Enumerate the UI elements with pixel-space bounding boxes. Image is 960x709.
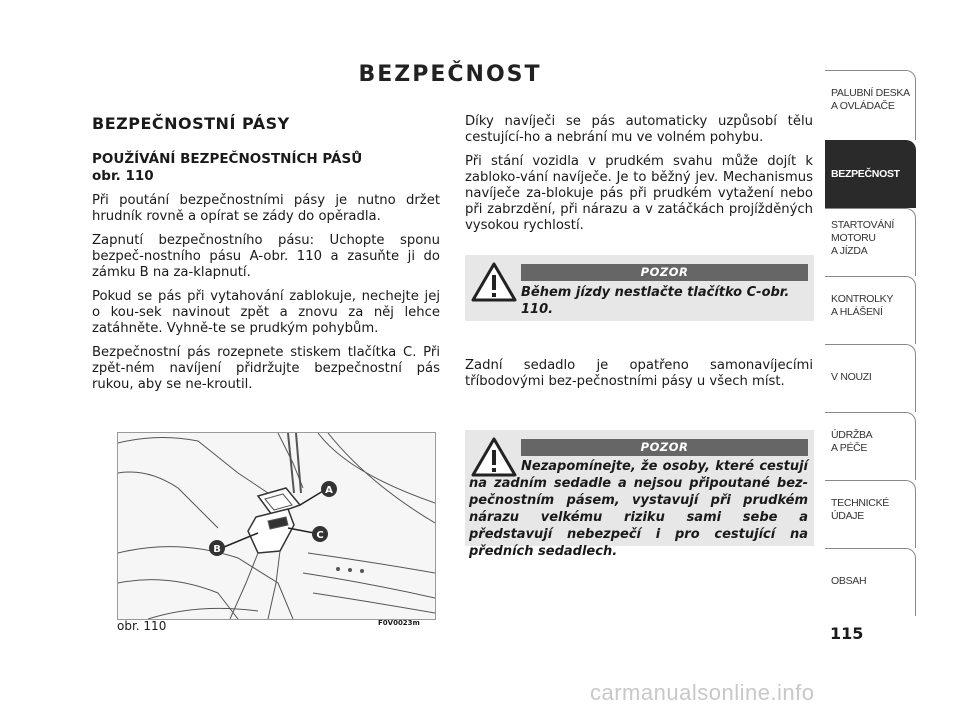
sub-heading	[92, 151, 440, 185]
tab-obsah[interactable]	[825, 548, 916, 616]
paragraph: Zadní sedadlo je opatřeno samonavíjecími tříbodovými bez-pečnostními pásy u všech míst.	[465, 358, 813, 389]
tab-label: ÚDRŽBA A PÉČE	[831, 429, 873, 454]
warning-text: Během jízdy nestlačte tlačítko C-obr. 110.	[521, 285, 790, 317]
tab-label: STARTOVÁNÍ MOTORU A JÍZDA	[831, 219, 894, 257]
paragraph: Při stání vozidla v prudkém svahu může dojít k zabloko-vání navíječe. Je to běžný jev. Mechanismus navíječe za-blokuje pás při prudkém vytažení nebo při zabrzdění, při nárazu a v zatáčkách projížděných vysokou rychlostí.	[465, 154, 813, 233]
paragraph: Bezpečnostní pás rozepnete stiskem tlačítka C. Při zpět-ném navíjení přidržujte bezpečnostní pás rukou, aby se ne-kroutil.	[92, 345, 440, 392]
label-a: A	[325, 485, 333, 496]
left-column	[92, 116, 440, 401]
paragraph: Pokud se pás při vytahování zablokuje, nechejte jej o kou-sek navinout zpět a znovu za něj lehce zatáhněte. Vyhně-te se prudkým pohybům.	[92, 289, 440, 336]
label-b-marker	[209, 540, 225, 556]
paragraph: Zapnutí bezpečnostního pásu: Uchopte sponu bezpeč-nostního pásu A-obr. 110 a zasuňte ji do zámku B na za-klapnutí.	[92, 233, 440, 280]
sub-heading-title: POUŽÍVÁNÍ BEZPEČNOSTNÍCH PÁSŮ	[92, 151, 363, 167]
warning-box	[465, 430, 814, 559]
warning-text: Nezapomínejte, že osoby, které cestují na zadním sedadle a nejsou připoutané bez-pečnostním pásem, vystavují při prudkém nárazu velkému riziku sami sebe a představují nebezpečí i pro cestující na předních sedadlech.	[469, 459, 808, 559]
label-a-marker	[321, 481, 337, 497]
warning-badge: POZOR	[521, 439, 808, 456]
middle-text	[465, 358, 813, 398]
tab-bezpecnost[interactable]	[825, 140, 916, 208]
watermark: carmanualsonline.info	[590, 680, 815, 705]
seatbelt-illustration	[117, 432, 436, 620]
tab-label: TECHNICKÉ ÚDAJE	[831, 497, 889, 522]
tab-label: BEZPEČNOST	[831, 168, 900, 180]
tab-v-nouzi[interactable]	[825, 344, 916, 412]
sub-heading-figure-ref: obr. 110	[92, 168, 154, 184]
figure-code: F0V0023m	[378, 619, 420, 627]
label-c-marker	[312, 526, 328, 542]
paragraph: Díky navíječi se pás automaticky uzpůsobí tělu cestující-ho a nebrání mu ve volném pohybu.	[465, 114, 813, 145]
label-b: B	[213, 544, 221, 555]
tab-label: OBSAH	[831, 575, 867, 587]
tab-label: V NOUZI	[831, 371, 872, 383]
page-title: BEZPEČNOST	[358, 62, 542, 87]
warning-box	[465, 255, 814, 321]
figure-caption: obr. 110	[117, 619, 167, 633]
label-c: C	[316, 530, 324, 541]
paragraph: Při poutání bezpečnostními pásy je nutno držet hrudník rovně a opírat se zády do opěradla.	[92, 193, 440, 224]
tab-startovani[interactable]	[825, 208, 916, 276]
seatbelt-drawing	[118, 433, 435, 619]
warning-triangle-icon	[470, 261, 518, 303]
tab-kontrolky[interactable]	[825, 276, 916, 344]
right-column	[465, 114, 813, 242]
tab-label: KONTROLKY A HLÁŠENÍ	[831, 293, 894, 318]
section-heading: BEZPEČNOSTNÍ PÁSY	[92, 114, 290, 133]
tab-technicke-udaje[interactable]	[825, 480, 916, 548]
warning-badge: POZOR	[521, 264, 808, 281]
page-number: 115	[830, 624, 864, 643]
tab-palubni-deska[interactable]	[825, 70, 916, 140]
tab-label: PALUBNÍ DESKA A OVLÁDAČE	[831, 87, 910, 112]
tab-udrzba[interactable]	[825, 412, 916, 480]
